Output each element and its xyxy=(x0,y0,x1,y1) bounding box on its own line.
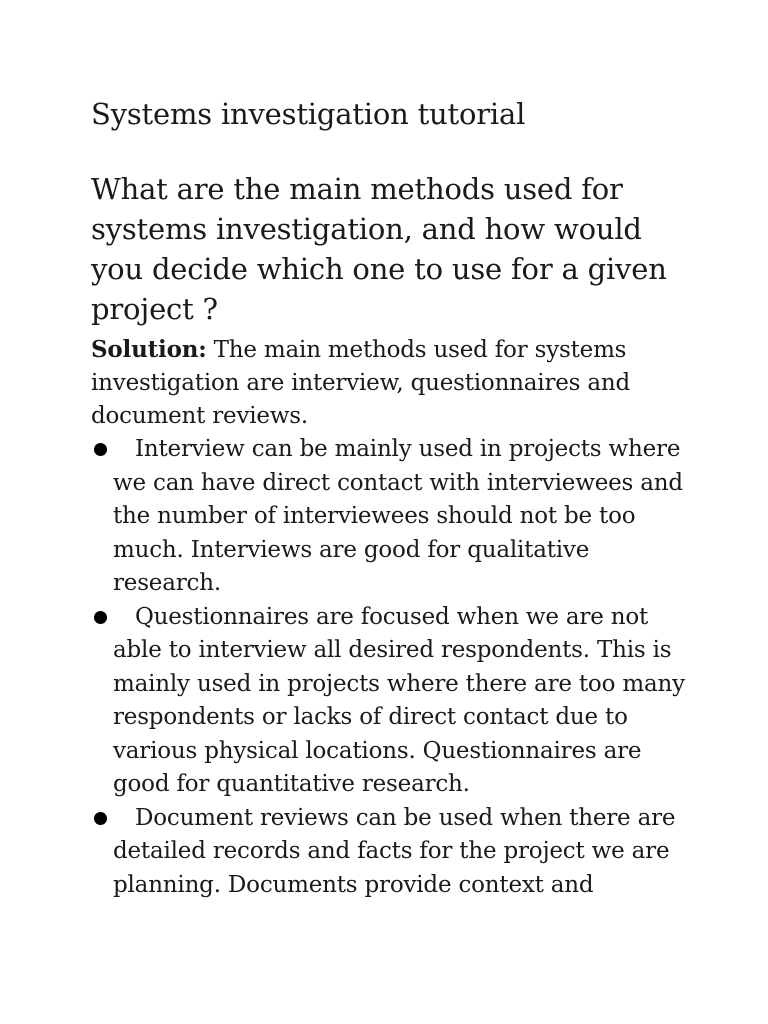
list-item-questionnaires xyxy=(91,601,691,802)
solution-label: Solution: xyxy=(91,336,207,363)
bullet-icon xyxy=(94,812,107,825)
list-item-text: Document reviews can be used when there are detailed records and facts for the project we are planning. Documents provide context and xyxy=(113,804,676,898)
methods-list xyxy=(91,433,691,902)
list-item-text: Questionnaires are focused when we are not able to interview all desired respondents. This is mainly used in projects where there are too many respondents or lacks of direct contact due to various physical locations. Questionnaires are good for quantitative research. xyxy=(113,603,685,797)
bullet-icon xyxy=(94,443,107,456)
list-item-document-reviews xyxy=(91,802,691,903)
solution-paragraph xyxy=(91,333,691,433)
list-item-text: Interview can be mainly used in projects where we can have direct contact with interviewees and the number of interviewees should not be too much. Interviews are good for qualitative research. xyxy=(113,436,683,596)
list-item-interview xyxy=(91,433,691,601)
solution-text: The main methods used for systems investigation are interview, questionnaires and document reviews. xyxy=(91,337,631,429)
question-text: What are the main methods used for systems investigation, and how would you decide which one to use for a given project ? xyxy=(91,172,667,326)
document-page xyxy=(91,94,691,902)
bullet-icon xyxy=(94,611,107,624)
document-title: Systems investigation tutorial xyxy=(91,97,526,131)
